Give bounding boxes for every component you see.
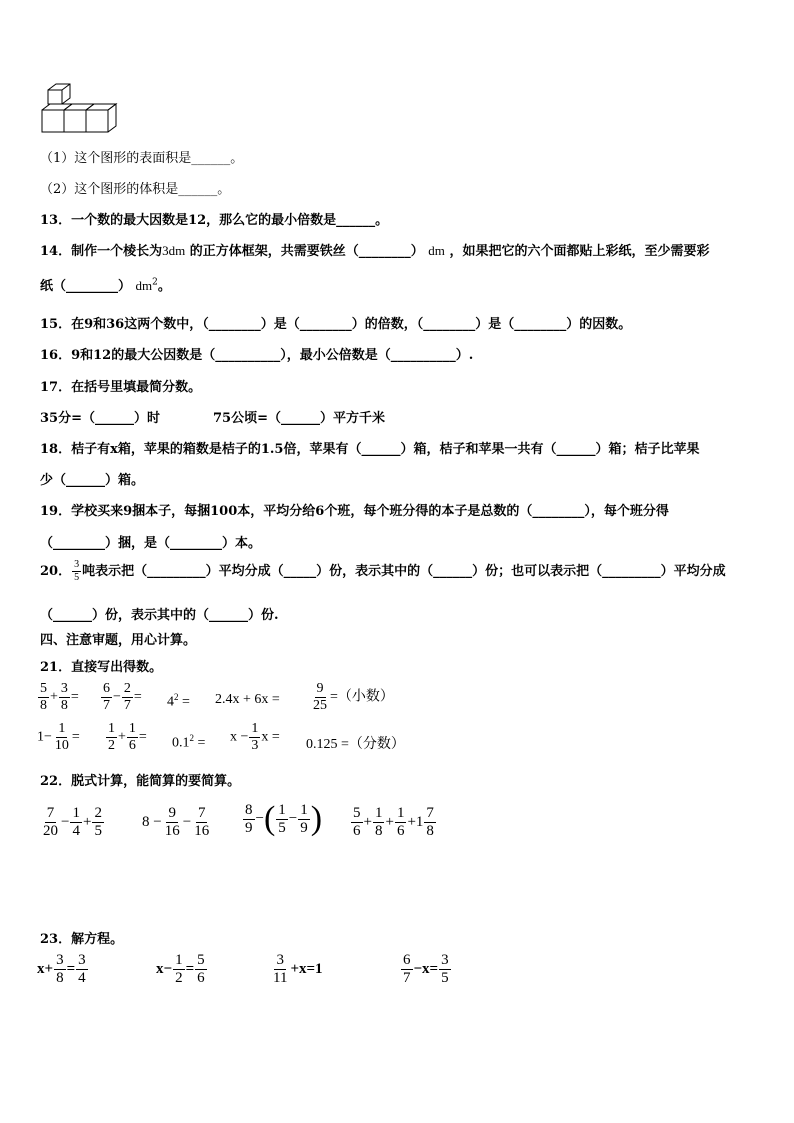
q13: 13．一个数的最大因数是12，那么它的最小倍数是______。 xyxy=(40,213,389,228)
q16: 16．9和12的最大公因数是（__________），最小公倍数是（__________）. xyxy=(40,348,474,363)
q22-expr3: $\frac{8}{9}$ −( $\frac{1}{5}$ − $\frac{1}{9}$ ) xyxy=(245,800,323,837)
q23-title: 23．解方程。 xyxy=(40,932,124,947)
q21-r2-c: $0.1^2$ = xyxy=(172,733,206,751)
q23-eq3: $\frac{3}{11}$ +x=1 xyxy=(273,952,323,986)
q19-line2: （________）捆，是（________）本。 xyxy=(40,536,262,551)
section4-heading: 四、注意审题，用心计算。 xyxy=(40,633,197,648)
q21-r2-d: x − $\frac{1}{3}$ x = xyxy=(230,721,280,753)
q21-r1-b: $\frac{6}{7}$ − $\frac{2}{7}$ = xyxy=(103,681,142,713)
q22-title: 22．脱式计算，能简算的要简算。 xyxy=(40,774,241,789)
q14-line1: 14．制作一个棱长为3dm 的正方体框架，共需要铁丝（________） dm ，如果把它的六个面都贴上彩纸，至少需要彩 xyxy=(40,243,710,259)
q21-title: 21．直接写出得数。 xyxy=(40,660,163,675)
q22-expr2: 8 − $\frac{9}{16}$ − $\frac{7}{16}$ xyxy=(142,805,210,839)
q21-r1-a: $\frac{5}{8}$ + $\frac{3}{8}$ = xyxy=(40,681,79,713)
q20-line1: 20． $\frac{3}{5}$ 吨表示把（_________）平均分成（_____）份，表示其中的（______）份；也可以表示把（_________）平均分成 xyxy=(40,559,726,583)
q23-eq2: x− $\frac{1}{2}$ = $\frac{5}{6}$ xyxy=(156,952,205,986)
q21-r1-c: $4^2$ = xyxy=(167,692,190,710)
q12-sub2: （2）这个图形的体积是______。 xyxy=(40,182,231,197)
q17-item2: 75公顷=（______）平方千米 xyxy=(213,411,385,426)
q17-item1: 35分=（______）时 xyxy=(40,411,160,426)
q22-expr1: $\frac{7}{20}$ − $\frac{1}{4}$ + $\frac{2}{5}$ xyxy=(43,805,102,839)
q12-sub1: （1）这个图形的表面积是______。 xyxy=(40,151,244,166)
q23-eq1: x+ $\frac{3}{8}$ = $\frac{3}{4}$ xyxy=(37,952,86,986)
q21-r2-b: $\frac{1}{2}$ + $\frac{1}{6}$ = xyxy=(108,721,147,753)
q21-r1-e: $\frac{9}{25}$ =（小数） xyxy=(313,681,394,713)
cube-figure xyxy=(38,82,118,136)
q21-r2-a: 1− $\frac{1}{10}$ = xyxy=(37,721,80,753)
q18-line1: 18．桔子有x箱，苹果的箱数是桔子的1.5倍，苹果有（______）箱，桔子和苹果一共有（______）箱；桔子比苹果 xyxy=(40,442,700,457)
q15: 15．在9和36这两个数中，（________）是（________）的倍数，（________）是（________）的因数。 xyxy=(40,317,632,332)
q23-eq4: $\frac{6}{7}$ −x= $\frac{3}{5}$ xyxy=(403,952,449,986)
q21-r2-e: 0.125 =（分数） xyxy=(306,737,405,752)
q19-line1: 19．学校买来9捆本子，每捆100本，平均分给6个班，每个班分得的本子是总数的（________），每个班分得 xyxy=(40,504,669,519)
q21-r1-d: 2.4x + 6x = xyxy=(215,692,280,707)
q18-line2: 少（______）箱。 xyxy=(40,473,145,488)
q22-expr4: $\frac{5}{6}$ + $\frac{1}{8}$ + $\frac{1}{6}$ +1 $\frac{7}{8}$ xyxy=(353,805,434,839)
q14-line2: 纸（________） $dm^2$。 xyxy=(40,277,171,294)
q20-line2: （______）份，表示其中的（______）份. xyxy=(40,608,279,623)
q17-title: 17．在括号里填最简分数。 xyxy=(40,380,202,395)
